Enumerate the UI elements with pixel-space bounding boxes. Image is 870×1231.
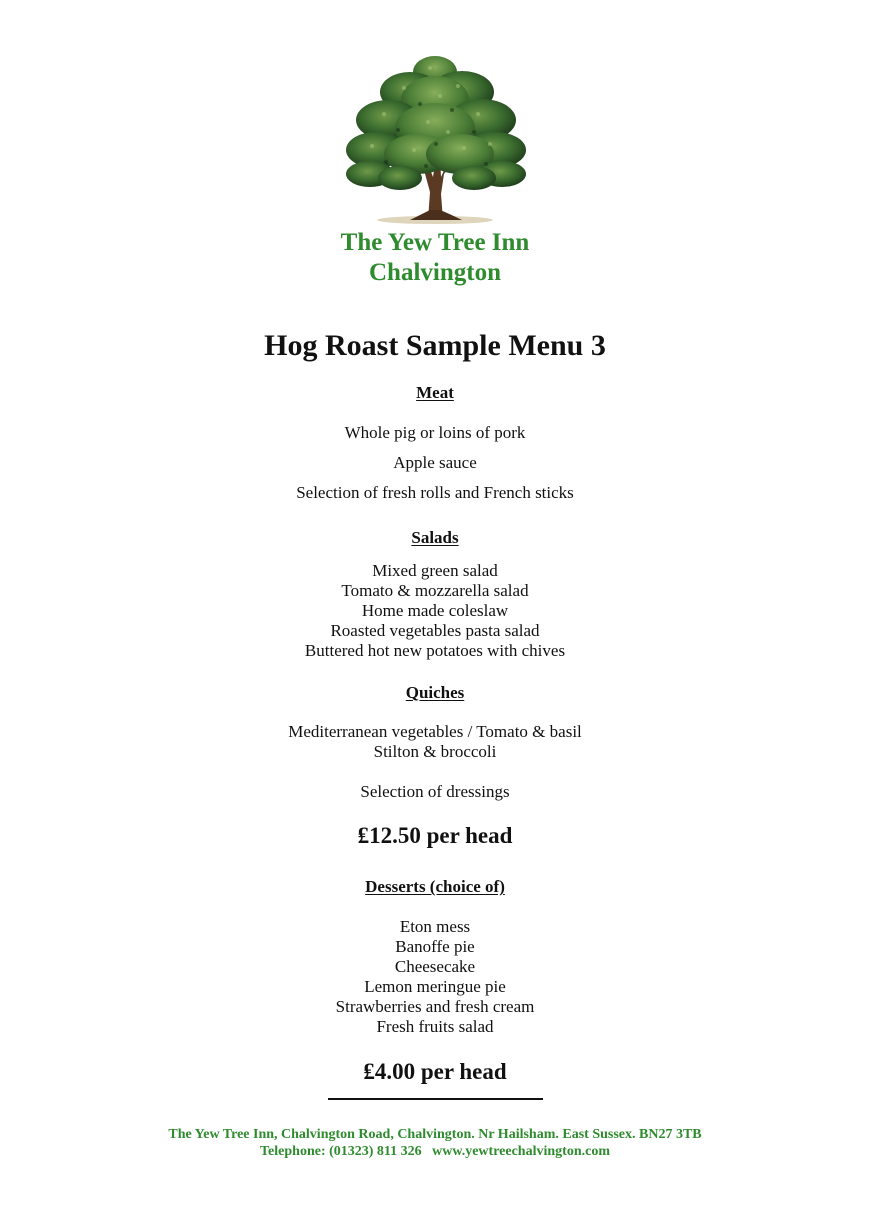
- list-item: Fresh fruits salad: [376, 1017, 494, 1036]
- list-item: Banoffe pie: [395, 937, 475, 956]
- list-item: Buttered hot new potatoes with chives: [304, 641, 566, 660]
- page-title: Hog Roast Sample Menu 3: [264, 329, 606, 362]
- section-heading-meat: Meat: [416, 383, 454, 402]
- section-heading-salads: Salads: [411, 528, 459, 547]
- list-item: Tomato & mozzarella salad: [341, 581, 529, 600]
- dressings-note: Selection of dressings: [360, 782, 510, 801]
- section-heading-quiches: Quiches: [405, 683, 465, 702]
- list-item: Mixed green salad: [372, 561, 498, 580]
- list-item: Strawberries and fresh cream: [335, 997, 535, 1016]
- yew-tree-icon: [340, 52, 530, 227]
- main-price: ₤12.50 per head: [357, 823, 513, 848]
- inn-name: The Yew Tree Inn: [340, 229, 530, 256]
- list-item: Stilton & broccoli: [373, 742, 497, 761]
- footer-address: The Yew Tree Inn, Chalvington Road, Chalvington. Nr Hailsham. East Sussex. BN27 3TB: [168, 1127, 702, 1142]
- list-item: Eton mess: [399, 917, 471, 936]
- list-item: Lemon meringue pie: [364, 977, 506, 996]
- list-item: Apple sauce: [393, 453, 477, 472]
- section-heading-desserts: Desserts (choice of): [365, 877, 505, 896]
- list-item: Roasted vegetables pasta salad: [330, 621, 540, 640]
- footer-divider: [328, 1098, 543, 1100]
- dessert-price: ₤4.00 per head: [363, 1059, 507, 1084]
- list-item: Selection of fresh rolls and French sticks: [296, 483, 574, 502]
- list-item: Cheesecake: [394, 957, 476, 976]
- footer-contact[interactable]: Telephone: (01323) 811 326 www.yewtreechalvington.com: [260, 1144, 610, 1159]
- inn-location: Chalvington: [369, 259, 501, 286]
- list-item: Home made coleslaw: [361, 601, 509, 620]
- list-item: Mediterranean vegetables / Tomato & basil: [288, 722, 582, 741]
- list-item: Whole pig or loins of pork: [344, 423, 526, 442]
